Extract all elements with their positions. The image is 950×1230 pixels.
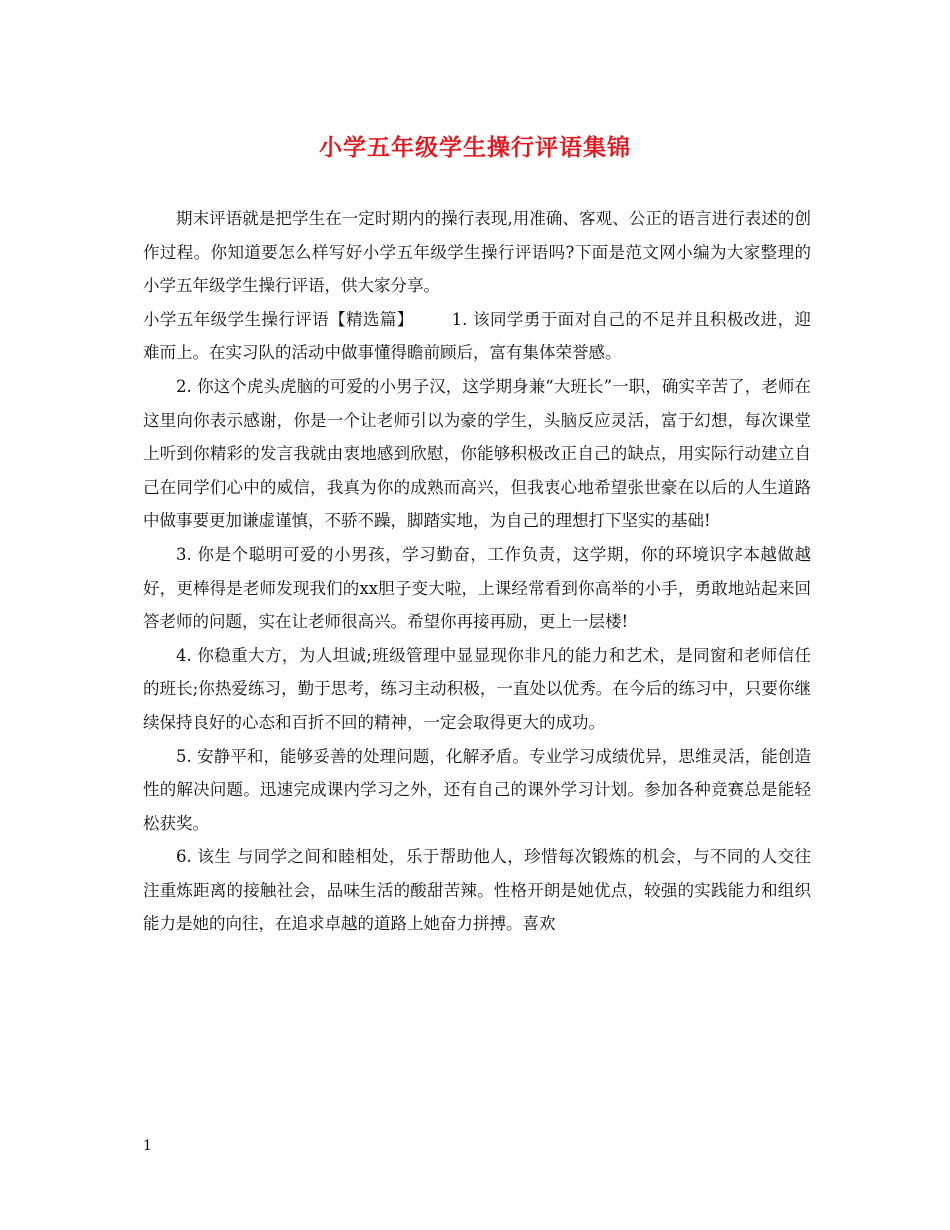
section-heading: 小学五年级学生操行评语【精选篇】 (143, 309, 414, 329)
comment-item-1: 1. 该同学勇于面对自己的不足并且积极改进，迎难而上。在实习队的活动中做事懂得瞻前顾后，富有集体荣誉感。 (143, 309, 811, 363)
document-body (143, 202, 811, 941)
comment-item-2: 2. 你这个虎头虎脑的可爱的小男子汉，这学期身兼“大班长”一职，确实辛苦了，老师在这里向你表示感谢，你是一个让老师引以为豪的学生，头脑反应灵活，富于幻想，每次课堂上听到你精彩的发言我就由衷地感到欣慰，你能够积极改正自己的缺点，用实际行动建立自己在同学们心中的威信，我真为你的成熟而高兴，但我衷心地希望张世豪在以后的人生道路中做事要更加谦虚谨慎，不骄不躁，脚踏实地，为自己的理想打下坚实的基础! (143, 376, 811, 531)
comment-item-6: 6. 该生 与同学之间和睦相处，乐于帮助他人，珍惜每次锻炼的机会，与不同的人交往注重炼距离的接触社会，品味生活的酸甜苦辣。性格开朗是她优点，较强的实践能力和组织能力是她的向往，在追求卓越的道路上她奋力拼搏。喜欢 (143, 847, 811, 934)
page-number: 1 (143, 1138, 152, 1154)
section-paragraph (143, 303, 811, 370)
comment-item-5: 5. 安静平和，能够妥善的处理问题，化解矛盾。专业学习成绩优异，思维灵活，能创造性的解决问题。迅速完成课内学习之外，还有自己的课外学习计划。参加各种竞赛总是能轻松获奖。 (143, 746, 811, 833)
comment-item-4: 4. 你稳重大方，为人坦诚;班级管理中显显现你非凡的能力和艺术，是同窗和老师信任的班长;你热爱练习，勤于思考，练习主动积极，一直处以优秀。在今后的练习中，只要你继续保持良好的心态和百折不回的精神，一定会取得更大的成功。 (143, 645, 811, 732)
page-title: 小学五年级学生操行评语集锦 (319, 134, 631, 161)
intro-paragraph: 期末评语就是把学生在一定时期内的操行表现,用准确、客观、公正的语言进行表述的创作过程。你知道要怎么样写好小学五年级学生操行评语吗?下面是范文网小编为大家整理的小学五年级学生操行评语，供大家分享。 (143, 209, 811, 296)
comment-item-3: 3. 你是个聪明可爱的小男孩，学习勤奋，工作负责，这学期，你的环境识字本越做越好，更棒得是老师发现我们的xx胆子变大啦，上课经常看到你高举的小手，勇敢地站起来回答老师的问题，实在让老师很高兴。希望你再接再励，更上一层楼! (143, 544, 811, 632)
